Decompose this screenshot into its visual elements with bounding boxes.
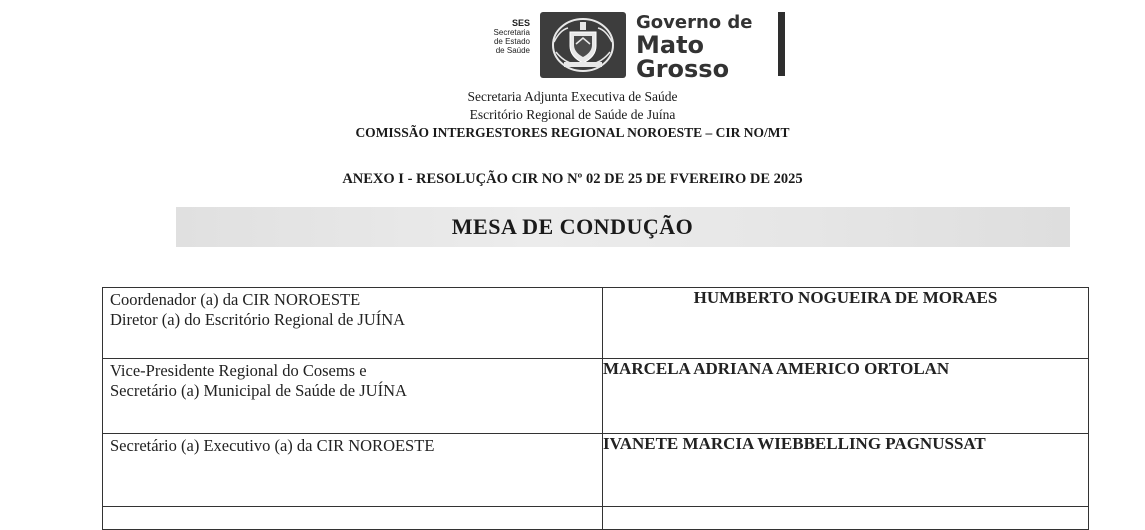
ses-abbrev: SES — [511, 18, 530, 28]
role-cell — [103, 288, 603, 359]
role-line: Coordenador (a) da CIR NOROESTE — [110, 290, 361, 309]
ses-line-3: de Saúde — [495, 46, 530, 55]
government-line-2: Mato — [636, 31, 705, 59]
subtitle-escritorio: Escritório Regional de Saúde de Juína — [469, 107, 676, 122]
mesa-title: MESA DE CONDUÇÃO — [451, 214, 694, 239]
role-cell — [103, 507, 603, 530]
role-line: Diretor (a) do Escritório Regional de JUÍNA — [110, 310, 406, 329]
role-line: Secretário (a) Municipal de Saúde de JUÍNA — [110, 381, 407, 400]
state-coat-of-arms-icon — [540, 12, 626, 78]
table-row — [103, 288, 1089, 359]
commission-title: COMISSÃO INTERGESTORES REGIONAL NOROESTE – CIR NO/MT — [355, 125, 790, 140]
government-logo-text — [636, 13, 753, 81]
ses-line-2: de Estado — [493, 37, 530, 46]
name-cell: HUMBERTO NOGUEIRA DE MORAES — [603, 288, 1089, 359]
annex-title: ANEXO I - RESOLUÇÃO CIR NO Nº 02 DE 25 DE FVEREIRO DE 2025 — [342, 171, 803, 187]
role-line: Secretário (a) Executivo (a) da CIR NOROESTE — [110, 436, 435, 455]
role-cell — [103, 434, 603, 507]
government-line-1: Governo de — [636, 12, 753, 33]
government-line-3: Grosso — [636, 55, 730, 83]
coat-of-arms-graphic — [540, 12, 626, 78]
table-row — [103, 507, 1089, 530]
role-line: Vice-Presidente Regional do Cosems e — [110, 361, 367, 380]
subtitle-adjunta: Secretaria Adjunta Executiva de Saúde — [467, 89, 678, 104]
name-cell — [603, 507, 1089, 530]
name-cell: MARCELA ADRIANA AMERICO ORTOLAN — [603, 359, 1089, 434]
role-cell — [103, 359, 603, 434]
document-header — [0, 0, 1145, 83]
table-row — [103, 434, 1089, 507]
ses-logo-text — [462, 19, 530, 55]
table-row — [103, 359, 1089, 434]
logo-divider-bar — [778, 12, 785, 76]
ses-line-1: Secretaria — [493, 28, 530, 37]
mesa-table — [102, 287, 1089, 530]
name-cell: IVANETE MARCIA WIEBBELLING PAGNUSSAT — [603, 434, 1089, 507]
